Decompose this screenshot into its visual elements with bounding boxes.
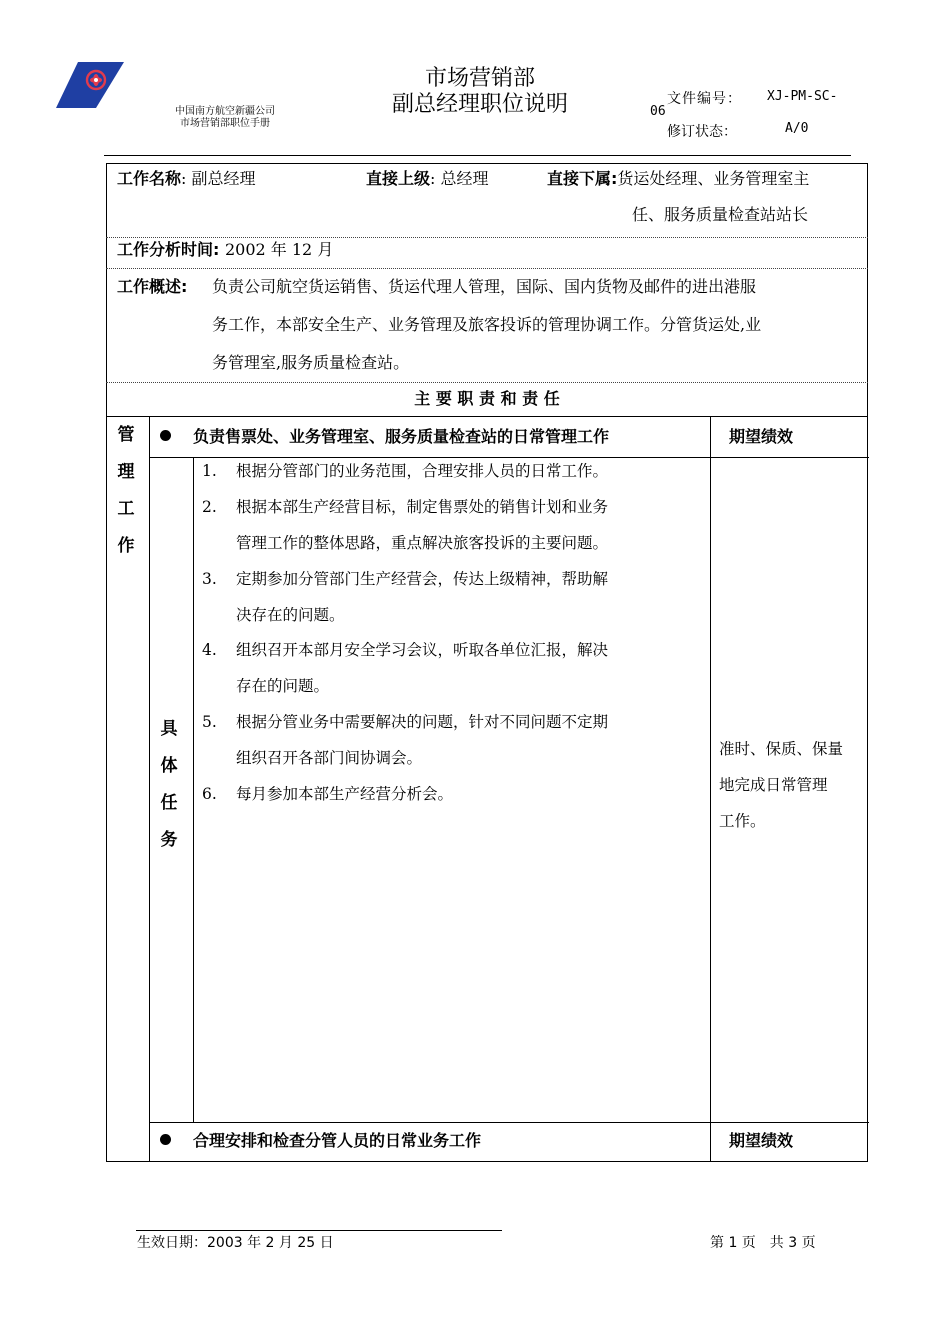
vertical-char: 具 xyxy=(160,719,178,739)
column-divider xyxy=(710,416,711,1162)
subordinate-label: 直接下属 xyxy=(547,169,612,188)
duty-heading-2 xyxy=(160,1128,481,1151)
subordinate-value-line2: 任、服务质量检查站站长 xyxy=(632,205,809,224)
duty-heading-1 xyxy=(160,424,609,447)
task-line: 组织召开本部月安全学习会议，听取各单位汇报，解决 xyxy=(236,641,609,659)
footer-rule xyxy=(136,1230,502,1231)
performance-header-2: 期望绩效 xyxy=(729,1131,794,1150)
job-name-label: 工作名称 xyxy=(117,169,182,188)
row-divider xyxy=(106,416,868,417)
task-line: 根据本部生产经营目标，制定售票处的销售计划和业务 xyxy=(236,498,609,516)
task-line: 每月参加本部生产经营分析会。 xyxy=(236,785,454,803)
performance-line: 地完成日常管理 xyxy=(719,776,828,794)
doc-title-dept: 市场营销部 xyxy=(424,66,535,91)
management-work-label xyxy=(116,417,136,565)
vertical-char: 工 xyxy=(117,499,135,519)
section-title: 主 要 职 责 和 责 任 xyxy=(414,389,560,408)
vertical-char: 理 xyxy=(117,462,135,482)
duty-heading-text: 负责售票处、业务管理室、服务质量检查站的日常管理工作 xyxy=(193,427,610,446)
specific-tasks-label xyxy=(159,711,179,859)
task-number: 6. xyxy=(202,785,217,803)
task-number: 3. xyxy=(202,570,217,588)
vertical-char: 体 xyxy=(160,756,178,776)
task-line: 决存在的问题。 xyxy=(236,606,345,624)
bullet-icon xyxy=(160,1134,171,1145)
superior-label: 直接上级 xyxy=(366,169,431,188)
company-line: 中国南方航空新疆公司 xyxy=(175,106,275,117)
task-line: 根据分管部门的业务范围，合理安排人员的日常工作。 xyxy=(236,462,609,480)
performance-line: 准时、保质、保量 xyxy=(719,740,844,758)
job-name-value: 副总经理 xyxy=(191,169,256,188)
column-divider xyxy=(149,416,150,1162)
overview-label: 工作概述 xyxy=(117,277,182,296)
task-line: 组织召开各部门间协调会。 xyxy=(236,749,423,767)
task-number: 1. xyxy=(202,462,217,480)
doc-title-position: 副总经理职位说明 xyxy=(391,92,568,117)
column-divider xyxy=(193,458,194,1122)
performance-line: 工作。 xyxy=(719,812,766,830)
overview-text xyxy=(212,268,867,382)
subordinate-value-line1: 货运处经理、业务管理室主 xyxy=(617,169,810,188)
header-rule xyxy=(104,155,851,156)
effective-date: 生效日期：2003 年 2 月 25 日 xyxy=(137,1235,334,1251)
overview-line: 务管理室,服务质量检查站。 xyxy=(212,353,410,372)
task-line: 定期参加分管部门生产经营会，传达上级精神，帮助解 xyxy=(236,570,609,588)
task-number: 5. xyxy=(202,713,217,731)
row-divider xyxy=(106,382,868,383)
airline-logo xyxy=(56,60,126,110)
manual-line: 市场营销部职位手册 xyxy=(180,118,270,129)
vertical-char: 作 xyxy=(117,536,135,556)
task-line: 根据分管业务中需要解决的问题，针对不同问题不定期 xyxy=(236,713,609,731)
duty-heading-text: 合理安排和检查分管人员的日常业务工作 xyxy=(193,1131,482,1150)
vertical-char: 务 xyxy=(160,830,178,850)
doc-number-value: XJ-PM-SC- xyxy=(767,89,838,104)
page-number: 第 1 页 共 3 页 xyxy=(710,1235,816,1251)
doc-number-label: 文件编号： xyxy=(667,91,742,107)
overview-line: 负责公司航空货运销售、货运代理人管理，国际、国内货物及邮件的进出港服 xyxy=(212,277,757,296)
revision-value: A/0 xyxy=(785,121,809,136)
overview-line: 务工作，本部安全生产、业务管理及旅客投诉的管理协调工作。分管货运处,业 xyxy=(212,315,762,334)
analysis-time-value: 2002 年 12 月 xyxy=(224,240,334,259)
task-line: 管理工作的整体思路，重点解决旅客投诉的主要问题。 xyxy=(236,534,609,552)
bullet-icon xyxy=(160,430,171,441)
vertical-char: 任 xyxy=(160,793,178,813)
performance-header-1: 期望绩效 xyxy=(729,427,794,446)
task-number: 4. xyxy=(202,641,217,659)
row-divider xyxy=(149,1122,869,1123)
superior-value: 总经理 xyxy=(440,169,489,188)
doc-number-wrap: 06 xyxy=(650,104,666,119)
expected-performance xyxy=(719,731,864,839)
task-line: 存在的问题。 xyxy=(236,677,330,695)
revision-label: 修订状态： xyxy=(667,124,737,140)
analysis-time-label: 工作分析时间 xyxy=(117,240,214,259)
company-name xyxy=(150,106,300,130)
task-number: 2. xyxy=(202,498,217,516)
vertical-char: 管 xyxy=(117,425,135,445)
